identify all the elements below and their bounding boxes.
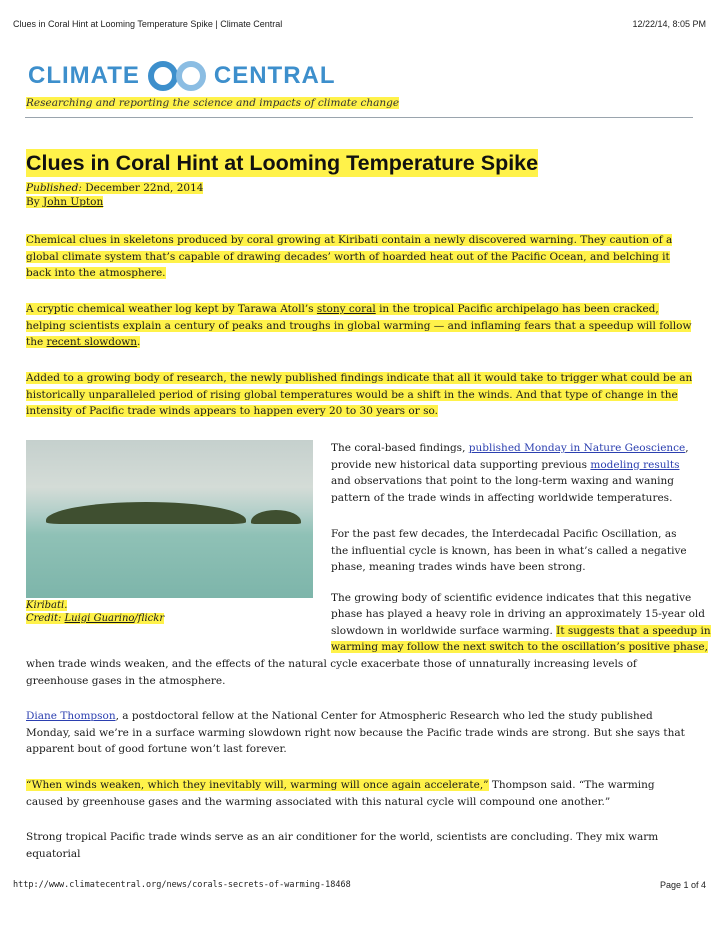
byline	[26, 196, 103, 209]
climate-central-logo[interactable]	[28, 60, 336, 92]
paragraph-2-text-c: .	[137, 336, 141, 348]
paragraph-2-text-b: in the tropical Pacific archipelago has been cracked, helping scientists explain a century of peaks and troughs in global warming — and inflaming fears that a speedup will follow the	[26, 303, 692, 348]
stony-coral-link[interactable]: stony coral	[316, 303, 376, 315]
paragraph-2	[26, 301, 694, 351]
paragraph-8	[26, 777, 694, 810]
photo-caption	[26, 599, 164, 625]
paragraph-3	[26, 370, 694, 420]
paragraph-6-line-3	[331, 623, 711, 640]
paragraph-4-text-c: and observations that point to the long-term waxing and waning pattern of the trade winds in affecting worldwide temperatures.	[331, 475, 674, 504]
paragraph-3-text: Added to a growing body of research, the newly published findings indicate that all it would take to trigger what could be an historically unparalleled period of rising global temperatures would be a shift in the winds. And that type of change in the intensity of Pacific trade winds appears to happen every 20 to 30 years or so.	[26, 372, 693, 417]
kiribati-photo[interactable]	[26, 440, 313, 598]
paragraph-6-line-4-text: warming may follow the next switch to the oscillation’s positive phase,	[331, 641, 708, 653]
paragraph-6-line-3b: It suggests that a speedup in	[556, 625, 711, 637]
published-label: Published:	[26, 182, 82, 194]
site-tagline: Researching and reporting the science and impacts of climate change	[26, 97, 400, 109]
paragraph-6-rest: when trade winds weaken, and the effects of the natural cycle exacerbate those of unnaturally increasing levels of greenhouse gases in the atmosphere.	[26, 658, 637, 687]
caption-place: Kiribati.	[26, 600, 68, 611]
paragraph-7-text: , a postdoctoral fellow at the National Center for Atmospheric Research who led the study published Monday, said we’re in a surface warming slowdown right now because the Pacific trade winds are strong. But she says that apparent bout of good fortune won’t last forever.	[26, 710, 685, 755]
paragraph-7	[26, 708, 694, 758]
paragraph-6-line-2: phase has played a heavy role in driving an approximately 15-year old	[331, 608, 705, 620]
header-divider	[25, 117, 693, 118]
thompson-quote: “When winds weaken, which they inevitably will, warming will once again accelerate,”	[26, 779, 489, 791]
nature-geoscience-link[interactable]: published Monday in Nature Geoscience	[468, 442, 686, 454]
published-date: December 22nd, 2014	[85, 182, 204, 194]
article-title: Clues in Coral Hint at Looming Temperature Spike	[26, 151, 539, 175]
paragraph-4-text-a: The coral-based findings,	[331, 442, 469, 454]
paragraph-1	[26, 232, 694, 282]
published-line	[26, 182, 203, 195]
paragraph-6-line-3a: slowdown in worldwide surface warming.	[331, 625, 557, 637]
photographer-link[interactable]: Luigi Guarino	[64, 613, 135, 624]
paragraph-6-line-1: The growing body of scientific evidence indicates that this negative	[331, 592, 692, 604]
paragraph-9: Strong tropical Pacific trade winds serve as an air conditioner for the world, scientists are concluding. They mix warm equatorial	[26, 831, 659, 860]
paragraph-1-text: Chemical clues in skeletons produced by coral growing at Kiribati contain a newly discovered warning. They caution of a global climate system that’s capable of drawing decades’ worth of hoarded heat out of the Pacific Ocean, and belching it back into the atmosphere.	[26, 234, 673, 279]
caption-credit-label: Credit:	[26, 613, 62, 624]
paragraph-4-text-b: , provide new historical data supporting previous	[331, 442, 689, 471]
paragraph-4	[331, 440, 693, 506]
byline-prefix: By	[26, 196, 40, 208]
diane-thompson-link[interactable]: Diane Thompson	[26, 710, 116, 722]
print-header-datetime: 12/22/14, 8:05 PM	[632, 19, 706, 29]
logo-rings-icon	[146, 60, 208, 92]
paragraph-2-text-a: A cryptic chemical weather log kept by Tarawa Atoll’s	[26, 303, 317, 315]
paragraph-5: For the past few decades, the Interdecadal Pacific Oscillation, as the influential cycle is known, has been in what’s called a negative phase, meaning trades winds have been strong.	[331, 528, 687, 573]
print-footer-url: http://www.climatecentral.org/news/corals-secrets-of-warming-18468	[13, 880, 351, 890]
paragraph-8-text: Thompson said. “The warming caused by greenhouse gases and the warming associated with this natural cycle will compound one another.”	[26, 779, 655, 808]
modeling-results-link[interactable]: modeling results	[590, 458, 680, 471]
logo-word-climate: CLIMATE	[28, 62, 140, 89]
paragraph-6-line-4	[331, 639, 708, 656]
print-header-title: Clues in Coral Hint at Looming Temperature Spike | Climate Central	[13, 19, 283, 29]
caption-credit-suffix: /flickr	[134, 613, 165, 624]
recent-slowdown-link[interactable]: recent slowdown	[46, 336, 138, 348]
author-link[interactable]: John Upton	[43, 196, 104, 208]
print-footer-page: Page 1 of 4	[659, 880, 706, 890]
logo-word-central: CENTRAL	[213, 62, 336, 89]
